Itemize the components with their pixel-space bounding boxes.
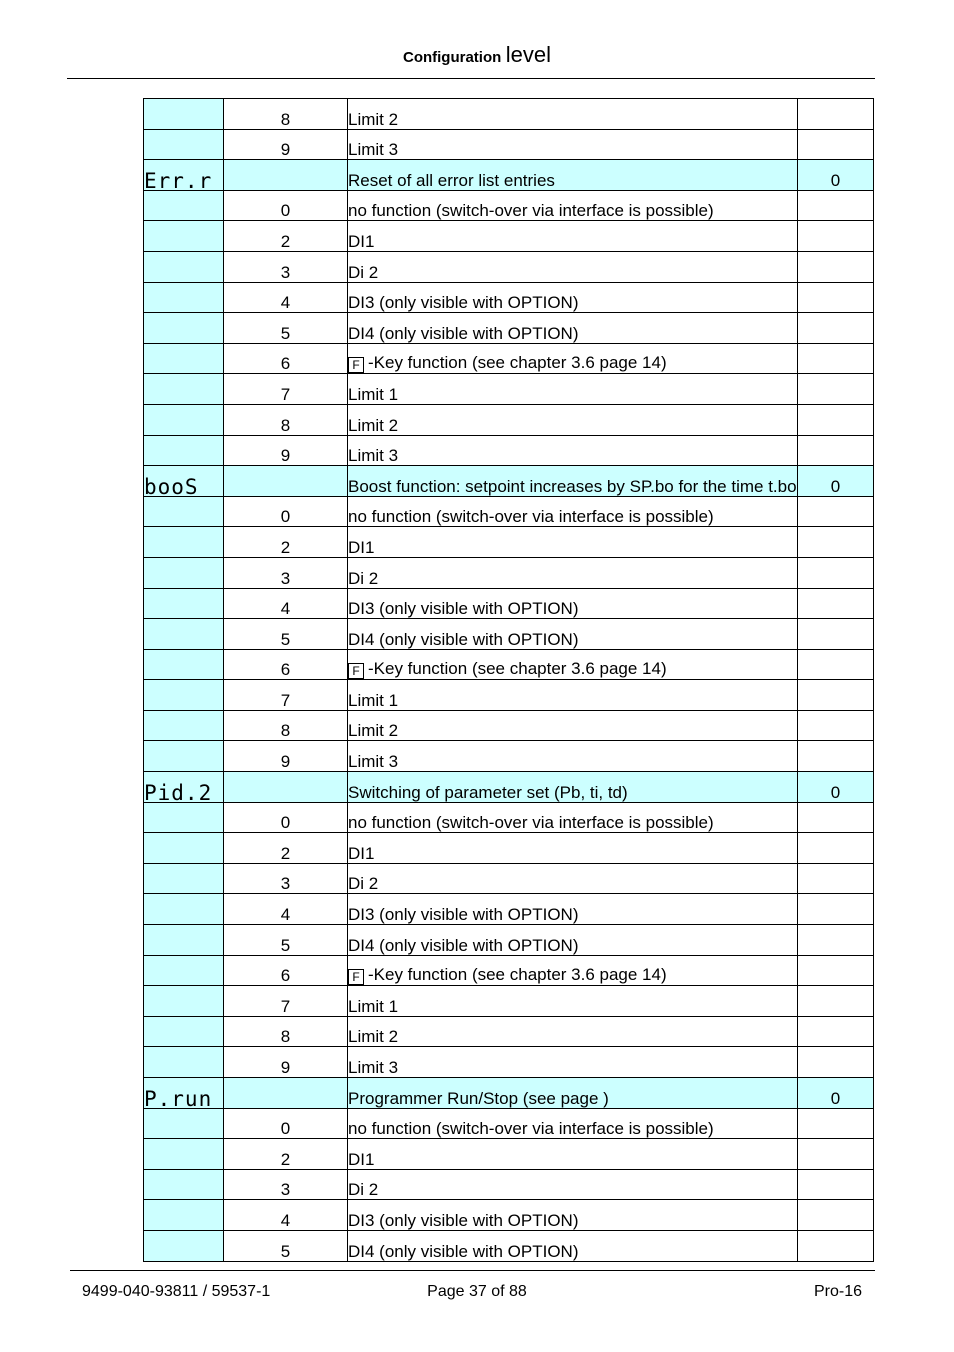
option-value: 2 [224,527,348,558]
default-value [798,190,874,221]
parameter-name-cell [144,1139,224,1170]
option-row [144,282,874,313]
option-row [144,190,874,221]
default-value [798,1108,874,1139]
default-value [798,1139,874,1170]
option-value: 7 [224,680,348,711]
parameter-name-cell [144,1016,224,1047]
option-row [144,925,874,956]
option-description: DI3 (only visible with OPTION) [348,588,798,619]
option-description: DI3 (only visible with OPTION) [348,282,798,313]
option-value: 5 [224,925,348,956]
parameter-name-cell [144,833,224,864]
option-row [144,1139,874,1170]
option-row [144,313,874,344]
option-value: 9 [224,129,348,160]
parameter-header-row [144,160,874,191]
option-value: 5 [224,1230,348,1261]
parameter-name-cell [144,1047,224,1078]
default-value [798,986,874,1017]
header-title-bold: Configuration [402,49,502,66]
option-row [144,1016,874,1047]
parameter-name-cell [144,129,224,160]
footer-rule [70,1270,875,1271]
parameter-name-cell [144,313,224,344]
option-value: 5 [224,619,348,650]
default-value [798,680,874,711]
doc-number: 9499-040-93811 / 59537-1 [82,1283,271,1300]
default-value [798,833,874,864]
default-value [798,863,874,894]
default-value [798,129,874,160]
page-header [0,42,954,68]
parameter-name-cell [144,802,224,833]
option-value [224,1078,348,1109]
default-value [798,955,874,986]
parameter-name-cell [144,343,224,374]
parameter-name: Err.r [144,160,224,191]
option-row [144,1169,874,1200]
parameter-name: P.run [144,1078,224,1109]
option-value: 2 [224,833,348,864]
option-description: Di 2 [348,1169,798,1200]
parameter-name-cell [144,282,224,313]
option-description: DI1 [348,527,798,558]
option-description: Limit 2 [348,404,798,435]
option-row [144,1108,874,1139]
option-value: 3 [224,863,348,894]
default-value [798,374,874,405]
option-row [144,680,874,711]
default-value [798,619,874,650]
option-row [144,802,874,833]
parameter-name-cell [144,404,224,435]
option-description: DI4 (only visible with OPTION) [348,1230,798,1261]
option-row [144,863,874,894]
parameter-title: Programmer Run/Stop (see page ) [348,1078,798,1109]
option-value: 6 [224,343,348,374]
default-value [798,527,874,558]
default-value: 0 [798,1078,874,1109]
option-value: 2 [224,221,348,252]
option-description: Limit 1 [348,680,798,711]
parameter-name-cell [144,588,224,619]
parameter-name-cell [144,863,224,894]
option-description: no function (switch-over via interface is possible) [348,802,798,833]
option-row [144,741,874,772]
option-row [144,1047,874,1078]
option-value [224,466,348,497]
parameter-name-cell [144,649,224,680]
default-value [798,1169,874,1200]
option-value: 3 [224,251,348,282]
option-value: 8 [224,404,348,435]
option-row [144,986,874,1017]
header-title-level: level [505,42,552,67]
option-value: 5 [224,313,348,344]
option-value: 4 [224,282,348,313]
option-description [348,955,798,986]
option-row [144,833,874,864]
option-text: -Key function (see chapter 3.6 page 14) [368,659,667,679]
default-value [798,343,874,374]
default-value [798,1047,874,1078]
parameter-name-cell [144,496,224,527]
parameter-name-cell [144,557,224,588]
f-key-icon: F [348,663,364,679]
option-description: Limit 2 [348,710,798,741]
option-description: Limit 2 [348,99,798,130]
option-value: 9 [224,1047,348,1078]
option-row [144,619,874,650]
parameter-name-cell [144,619,224,650]
option-row [144,374,874,405]
option-value: 7 [224,986,348,1017]
option-description: no function (switch-over via interface is possible) [348,496,798,527]
option-value: 6 [224,649,348,680]
default-value [798,404,874,435]
default-value [798,435,874,466]
default-value: 0 [798,466,874,497]
default-value [798,649,874,680]
option-row [144,251,874,282]
option-row [144,649,874,680]
parameter-name-cell [144,680,224,711]
option-value: 6 [224,955,348,986]
parameter-name-cell [144,955,224,986]
default-value: 0 [798,160,874,191]
option-description: Limit 3 [348,435,798,466]
option-value: 3 [224,1169,348,1200]
option-description [348,649,798,680]
option-description [348,343,798,374]
option-row [144,1230,874,1261]
parameter-name-cell [144,374,224,405]
default-value [798,251,874,282]
option-row [144,1200,874,1231]
parameter-header-row [144,772,874,803]
option-description: no function (switch-over via interface is possible) [348,190,798,221]
parameter-name-cell [144,527,224,558]
option-value: 9 [224,741,348,772]
option-row [144,99,874,130]
parameter-name-cell [144,221,224,252]
option-row [144,435,874,466]
page-number: Page 37 of 88 [427,1283,527,1300]
option-value: 3 [224,557,348,588]
option-text: -Key function (see chapter 3.6 page 14) [368,353,667,373]
option-value: 4 [224,588,348,619]
option-description: Limit 3 [348,129,798,160]
parameter-title: Boost function: setpoint increases by SP.bo for the time t.bo [348,466,798,497]
option-value: 0 [224,802,348,833]
configuration-table [143,98,874,1262]
option-value: 9 [224,435,348,466]
parameter-name-cell [144,251,224,282]
option-value: 0 [224,496,348,527]
default-value [798,99,874,130]
option-value: 4 [224,1200,348,1231]
option-value: 8 [224,1016,348,1047]
f-key-icon: F [348,357,364,373]
default-value [798,588,874,619]
option-text: -Key function (see chapter 3.6 page 14) [368,965,667,985]
option-description: DI1 [348,833,798,864]
default-value [798,557,874,588]
option-description: DI4 (only visible with OPTION) [348,925,798,956]
parameter-name: booS [144,466,224,497]
option-value [224,160,348,191]
option-row [144,221,874,252]
parameter-name-cell [144,741,224,772]
option-row [144,404,874,435]
parameter-name-cell [144,1200,224,1231]
default-value [798,221,874,252]
option-row [144,496,874,527]
parameter-header-row [144,466,874,497]
option-description: Di 2 [348,863,798,894]
option-description: Limit 2 [348,1016,798,1047]
default-value: 0 [798,772,874,803]
option-value: 0 [224,190,348,221]
option-description: Limit 3 [348,741,798,772]
option-value: 8 [224,710,348,741]
option-row [144,527,874,558]
default-value [798,925,874,956]
option-row [144,557,874,588]
option-description: Limit 1 [348,986,798,1017]
default-value [798,313,874,344]
option-value: 2 [224,1139,348,1170]
option-description: DI1 [348,221,798,252]
parameter-name-cell [144,894,224,925]
parameter-name-cell [144,986,224,1017]
parameter-name-cell [144,99,224,130]
parameter-name-cell [144,1108,224,1139]
option-value: 0 [224,1108,348,1139]
default-value [798,282,874,313]
option-description: Di 2 [348,251,798,282]
parameter-title: Reset of all error list entries [348,160,798,191]
option-description: Limit 3 [348,1047,798,1078]
header-rule [67,78,875,79]
default-value [798,741,874,772]
parameter-name-cell [144,710,224,741]
parameter-name-cell [144,925,224,956]
parameter-header-row [144,1078,874,1109]
option-description: DI4 (only visible with OPTION) [348,619,798,650]
model-name: Pro-16 [813,1283,862,1300]
option-description: Di 2 [348,557,798,588]
option-description: DI1 [348,1139,798,1170]
default-value [798,1230,874,1261]
parameter-name-cell [144,190,224,221]
option-description: DI3 (only visible with OPTION) [348,894,798,925]
option-row [144,588,874,619]
default-value [798,894,874,925]
option-row [144,894,874,925]
option-value [224,772,348,803]
option-row [144,343,874,374]
default-value [798,710,874,741]
option-description: no function (switch-over via interface is possible) [348,1108,798,1139]
f-key-icon: F [348,969,364,985]
parameter-name-cell [144,1230,224,1261]
option-value: 7 [224,374,348,405]
parameter-name-cell [144,1169,224,1200]
parameter-name-cell [144,435,224,466]
option-row [144,955,874,986]
option-description: Limit 1 [348,374,798,405]
option-row [144,710,874,741]
default-value [798,1200,874,1231]
option-description: DI3 (only visible with OPTION) [348,1200,798,1231]
default-value [798,496,874,527]
option-value: 4 [224,894,348,925]
option-row [144,129,874,160]
default-value [798,802,874,833]
default-value [798,1016,874,1047]
option-description: DI4 (only visible with OPTION) [348,313,798,344]
parameter-name: Pid.2 [144,772,224,803]
option-value: 8 [224,99,348,130]
parameter-title: Switching of parameter set (Pb, ti, td) [348,772,798,803]
